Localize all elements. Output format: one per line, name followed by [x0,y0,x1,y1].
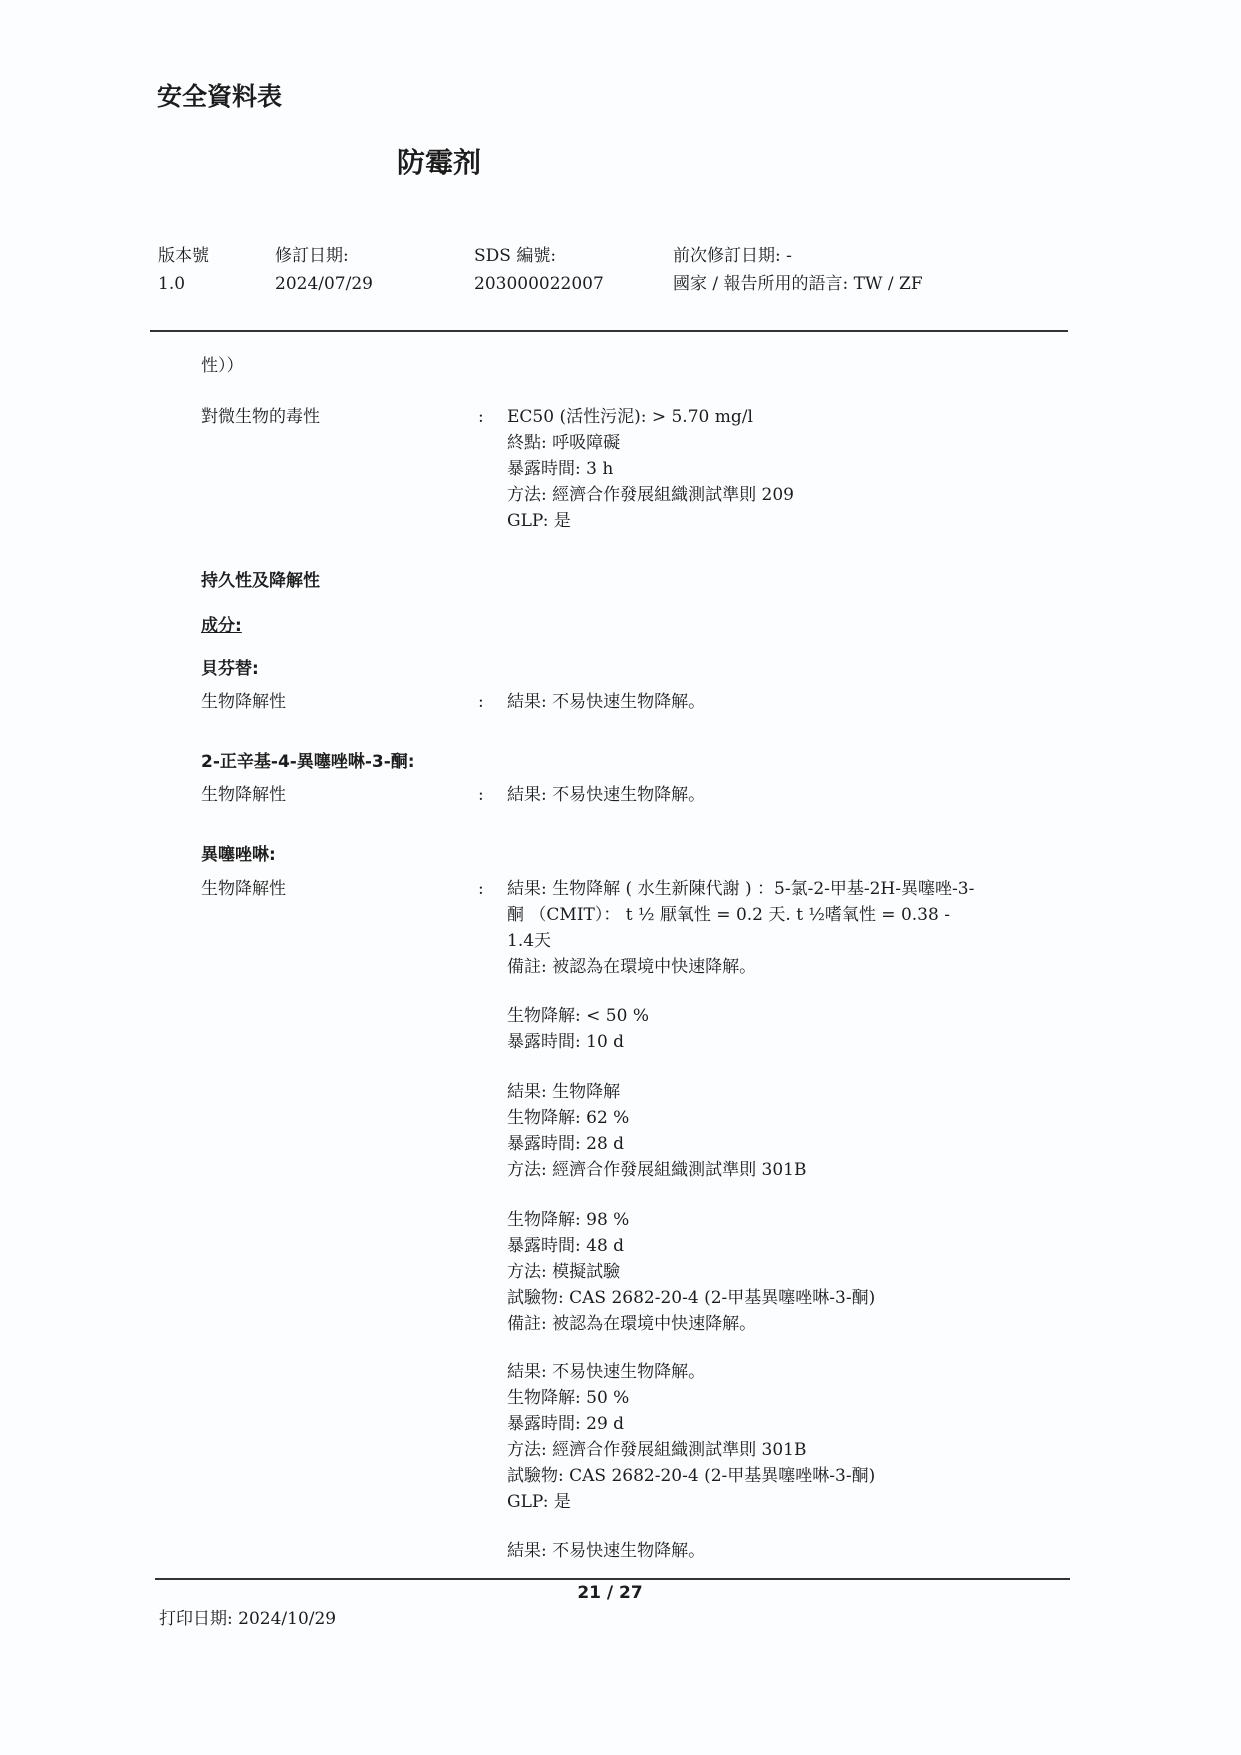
micro-toxicity-values [507,404,1067,534]
component-name: 2-正辛基-4-異噻唑啉-3-酮: [201,752,415,772]
value-line: GLP: 是 [507,511,571,531]
value-line: 1.4天 [507,931,552,951]
value-line: 生物降解: 98 % [507,1210,630,1230]
revision-info-block [673,242,923,298]
biodegradation-block [507,1207,1067,1337]
revision-label: 修訂日期: [275,246,349,266]
components-heading: 成分: [201,616,242,636]
value-line: 生物降解: 62 % [507,1108,630,1128]
biodegradation-block [507,1359,1067,1515]
value-line: 暴露時間: 10 d [507,1032,625,1052]
value-line: 結果: 不易快速生物降解。 [507,1541,706,1561]
value-line: 暴露時間: 28 d [507,1134,625,1154]
value-line: GLP: 是 [507,1492,571,1512]
sds-label: SDS 編號: [474,246,557,266]
revision-block [275,242,373,298]
document-type: 安全資料表 [157,82,283,111]
value-line: 酮 （CMIT）： t ½ 厭氧性 = 0.2 天. t ½嗜氧性 = 0.38 - [507,905,950,925]
value-line: 生物降解: 50 % [507,1388,630,1408]
value-line: 備註: 被認為在環境中快速降解。 [507,957,757,977]
biodegradation-block [507,1079,1067,1183]
value-line: 結果: 生物降解 ( 水生新陳代謝 ) ：5-氯-2-甲基-2H-異噻唑-3- [507,879,975,899]
header-divider [150,330,1068,332]
colon: : [478,407,484,427]
biodegradability-label: 生物降解性 [201,879,286,899]
value-line: 方法: 經濟合作發展組織測試準則 301B [507,1160,807,1180]
value-line: 試驗物: CAS 2682-20-4 (2-甲基異噻唑啉-3-酮) [507,1288,876,1308]
component-name: 異噻唑啉: [201,845,276,865]
previous-revision: 前次修訂日期: - [673,246,792,266]
value-line: 方法: 經濟合作發展組織測試準則 301B [507,1440,807,1460]
sds-value: 203000022007 [474,274,604,294]
value-line: 暴露時間: 48 d [507,1236,625,1256]
version-block [158,242,209,298]
colon: : [478,879,484,899]
value-line: 方法: 模擬試驗 [507,1262,621,1282]
value-line: 試驗物: CAS 2682-20-4 (2-甲基異噻唑啉-3-酮) [507,1466,876,1486]
print-date: 打印日期: 2024/10/29 [159,1609,337,1629]
value-line: EC50 (活性污泥): > 5.70 mg/l [507,407,753,427]
micro-toxicity-label: 對微生物的毒性 [201,407,320,427]
biodegradation-block [507,1003,1067,1055]
persistence-heading: 持久性及降解性 [201,571,320,591]
page-number: 21 / 27 [577,1583,643,1603]
biodegradation-block [507,876,1067,980]
value-line: 備註: 被認為在環境中快速降解。 [507,1314,757,1334]
value-line: 結果: 生物降解 [507,1082,621,1102]
biodegradability-result: 結果: 不易快速生物降解。 [507,692,706,712]
biodegradation-block [507,1538,1067,1564]
continuation-text: 性）） [201,356,244,376]
value-line: 暴露時間: 3 h [507,459,614,479]
colon: : [478,692,484,712]
component-name: 貝芬替: [201,659,259,679]
value-line: 結果: 不易快速生物降解。 [507,1362,706,1382]
country-language: 國家 / 報告所用的語言: TW / ZF [673,274,923,294]
colon: : [478,785,484,805]
product-name: 防霉剂 [397,146,482,179]
version-value: 1.0 [158,274,186,294]
revision-value: 2024/07/29 [275,274,373,294]
value-line: 方法: 經濟合作發展組織測試準則 209 [507,485,794,505]
version-label: 版本號 [158,246,209,266]
sds-block [474,242,604,298]
biodegradability-result: 結果: 不易快速生物降解。 [507,785,706,805]
biodegradability-label: 生物降解性 [201,692,286,712]
biodegradability-label: 生物降解性 [201,785,286,805]
value-line: 暴露時間: 29 d [507,1414,625,1434]
value-line: 終點: 呼吸障礙 [507,433,621,453]
value-line: 生物降解: < 50 % [507,1006,649,1026]
footer-divider [155,1578,1070,1580]
